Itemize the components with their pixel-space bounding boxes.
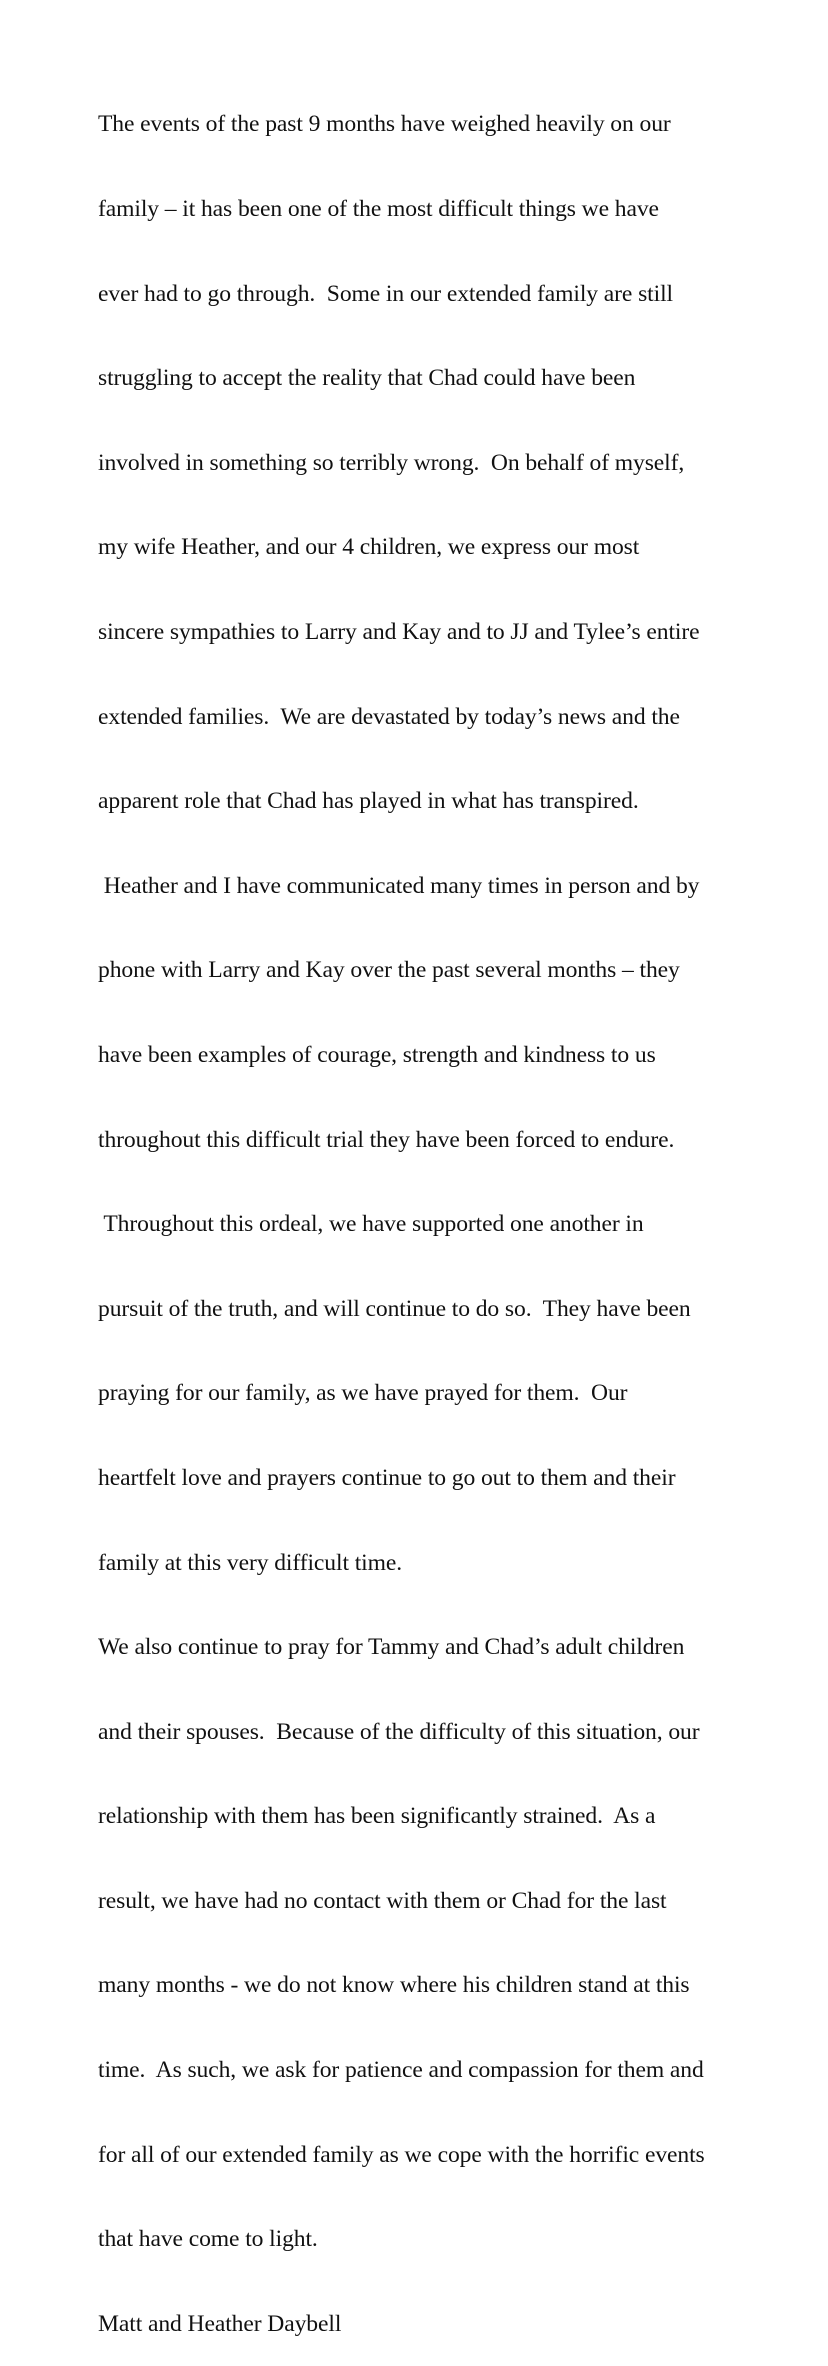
statement-line: and their spouses. Because of the difficulty of this situation, our [98,1718,700,1745]
statement-line: for all of our extended family as we cope with the horrific events [98,2141,705,2168]
statement-line: struggling to accept the reality that Chad could have been [98,365,636,392]
statement-line: throughout this difficult trial they have been forced to endure. [98,1126,675,1153]
statement-line: extended families. We are devastated by today’s news and the [98,703,680,730]
statement-line: family – it has been one of the most difficult things we have [98,196,659,222]
statement-line: The events of the past 9 months have weighed heavily on our [98,111,671,138]
statement-line: sincere sympathies to Larry and Kay and to JJ and Tylee’s entire [98,618,700,645]
statement-line: phone with Larry and Kay over the past several months – they [98,957,680,984]
family-statement [98,54,798,2366]
statement-line: apparent role that Chad has played in what has transpired. [98,788,639,815]
statement-line: pursuit of the truth, and will continue to do so. They have been [98,1295,691,1322]
statement-line: have been examples of courage, strength and kindness to us [98,1041,656,1068]
statement-line: family at this very difficult time. [98,1549,403,1576]
statement-line: time. As such, we ask for patience and compassion for them and [98,2057,704,2084]
statement-line: result, we have had no contact with them or Chad for the last [98,1887,667,1914]
statement-line: relationship with them has been significantly strained. As a [98,1803,656,1830]
statement-line: heartfelt love and prayers continue to go out to them and their [98,1464,676,1491]
statement-line: ever had to go through. Some in our extended family are still [98,280,673,307]
statement-line: involved in something so terribly wrong. On behalf of myself, [98,449,685,476]
statement-line: Heather and I have communicated many times in person and by [98,872,700,899]
statement-line: many months - we do not know where his children stand at this [98,1972,690,1999]
statement-line: praying for our family, as we have prayed for them. Our [98,1380,628,1407]
statement-line: that have come to light. [98,2226,318,2253]
signature: Matt and Heather Daybell [98,2310,342,2337]
statement-line: We also continue to pray for Tammy and Chad’s adult children [98,1634,685,1661]
statement-line: Throughout this ordeal, we have supported one another in [98,1211,644,1238]
statement-line: my wife Heather, and our 4 children, we express our most [98,534,640,561]
